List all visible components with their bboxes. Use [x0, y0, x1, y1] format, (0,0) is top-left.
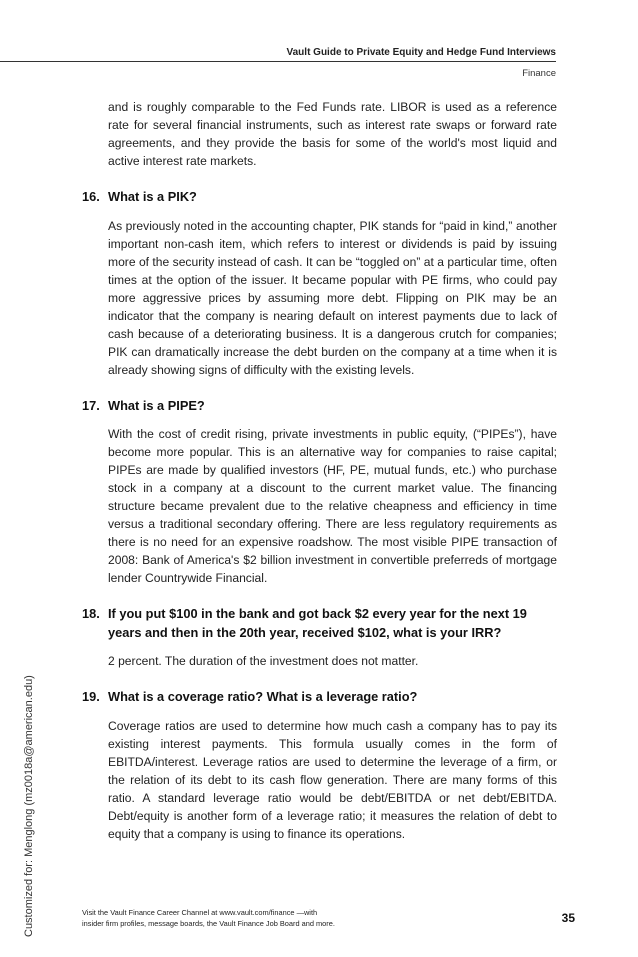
question-text: What is a PIK? — [108, 189, 197, 204]
question-text: What is a PIPE? — [108, 397, 205, 413]
question-text: What is a coverage ratio? What is a leverage ratio? — [108, 689, 418, 704]
answer-16: As previously noted in the accounting chapter, PIK stands for “paid in kind,” another important non-cash item, which refers to interest or dividends is paid by issuing more of the security instead of cash. It can be “toggled on” at a particular time, often times at the option of the issuer. It became popular with PE firms, who could pay more aggressive prices by assuming more debt. Flipping on PIK may be an indicator that the company is nearing default on interest payments due to lack of cash because of a deteriorating business. It is a dangerous crutch for companies; PIK can dramatically increase the debt burden on the company at a time when it is already showing signs of difficulty with the existing levels. — [108, 218, 557, 377]
footer-note — [82, 907, 335, 929]
intro-paragraph: and is roughly comparable to the Fed Funds rate. LIBOR is used as a reference rate for several financial instruments, such as interest rate swaps or forward rate agreements, and they provide the basis for some of the world's most liquid and active interest rate markets. — [108, 100, 557, 168]
answer-19: Coverage ratios are used to determine how much cash a company has to pay its existing interest payments. This formula usually comes in the form of EBITDA/interest. Leverage ratios are used to determine the leverage of a firm, or the relation of its debt to its cash flow generation. There are many forms of this ratio. A standard leverage ratio would be debt/EBITDA or net debt/EBITDA. Debt/equity is another form of a leverage ratio; it measures the relation of debt to equity that a company is using to finance its operations. — [108, 718, 557, 841]
question-number: 17. — [82, 397, 100, 413]
question-18 — [82, 605, 557, 642]
running-header-section: Finance — [522, 68, 556, 79]
customized-for-sidebar: Customized for: Menglong (mz0018a@american.edu) — [23, 675, 35, 937]
running-header-title: Vault Guide to Private Equity and Hedge Fund Interviews — [286, 47, 556, 58]
question-text: If you put $100 in the bank and got back $2 every year for the next 19 years and then in the 20th year, received $102, what is your IRR? — [108, 606, 527, 640]
page-number: 35 — [561, 911, 575, 925]
question-number: 16. — [82, 189, 100, 204]
answer-18: 2 percent. The duration of the investment does not matter. — [108, 654, 419, 668]
footer-line: insider firm profiles, message boards, the Vault Finance Job Board and more. — [82, 919, 335, 928]
header-rule — [0, 61, 556, 62]
question-17 — [82, 397, 557, 416]
question-number: 19. — [82, 689, 100, 704]
page-content — [82, 98, 557, 843]
question-16 — [82, 188, 557, 207]
question-19 — [82, 688, 557, 707]
footer-line: Visit the Vault Finance Career Channel at www.vault.com/finance —with — [82, 908, 318, 917]
question-number: 18. — [82, 606, 100, 621]
answer-17: With the cost of credit rising, private investments in public equity, (“PIPEs”), have become more popular. This is an alternative way for companies to raise capital; PIPEs are made by qualified investors (HF, PE, mutual funds, etc.) who purchase stock in a company at a discount to the current market value. The financing structure became prevalent due to the relative cheapness and efficiency in time versus a traditional secondary offering. There are less regulatory requirements as there is no need for an expensive roadshow. The most visible PIPE transaction of 2008: Bank of America's $2 billion investment in convertible preferreds of mortgage lender Countrywide Financial. — [108, 427, 557, 585]
